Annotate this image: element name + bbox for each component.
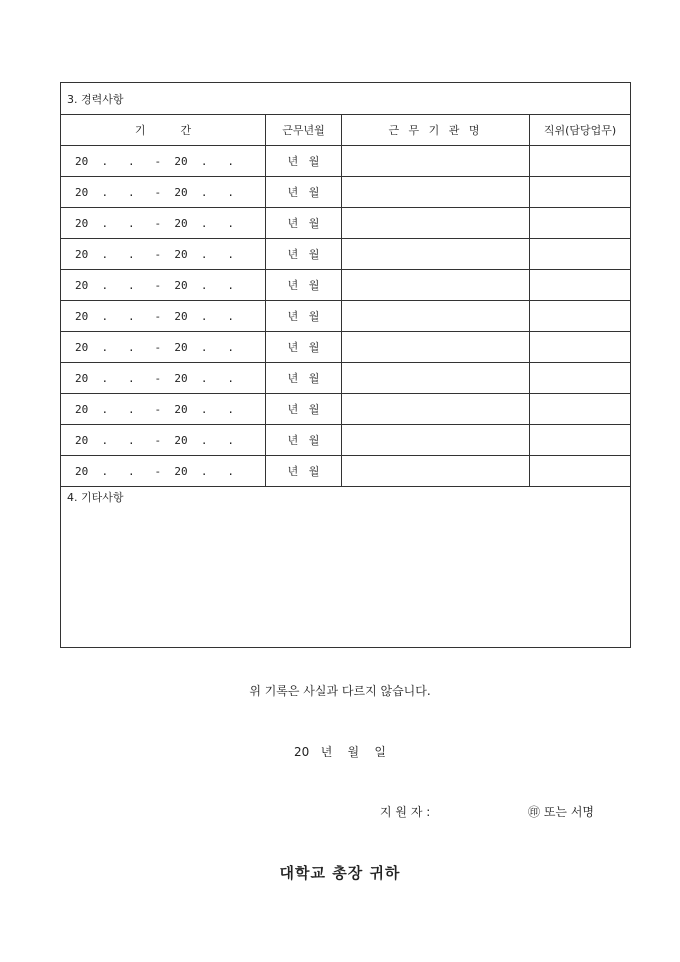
career-row <box>61 270 631 301</box>
org-cell[interactable] <box>342 301 530 332</box>
months-cell: 년 월 <box>266 208 342 239</box>
org-cell[interactable] <box>342 425 530 456</box>
org-cell[interactable] <box>342 239 530 270</box>
position-cell[interactable] <box>530 332 631 363</box>
career-row <box>61 301 631 332</box>
org-cell[interactable] <box>342 208 530 239</box>
career-row <box>61 146 631 177</box>
date-line: 20 년 월 일 <box>293 745 386 759</box>
position-cell[interactable] <box>530 363 631 394</box>
career-row <box>61 456 631 487</box>
position-cell[interactable] <box>530 146 631 177</box>
header-position: 직위(담당업무) <box>530 115 631 146</box>
months-cell: 년 월 <box>266 363 342 394</box>
career-row <box>61 394 631 425</box>
position-cell[interactable] <box>530 425 631 456</box>
career-row <box>61 177 631 208</box>
applicant-label: 지 원 자 : <box>380 805 431 819</box>
position-cell[interactable] <box>530 177 631 208</box>
period-cell: 20 . . - 20 . . <box>61 146 266 177</box>
period-cell: 20 . . - 20 . . <box>61 270 266 301</box>
signature-label: ㊞ 또는 서명 <box>528 805 594 819</box>
position-cell[interactable] <box>530 394 631 425</box>
header-months: 근무년월 <box>266 115 342 146</box>
period-cell: 20 . . - 20 . . <box>61 425 266 456</box>
position-cell[interactable] <box>530 456 631 487</box>
career-row <box>61 208 631 239</box>
period-cell: 20 . . - 20 . . <box>61 177 266 208</box>
months-cell: 년 월 <box>266 425 342 456</box>
months-cell: 년 월 <box>266 332 342 363</box>
period-cell: 20 . . - 20 . . <box>61 208 266 239</box>
declaration-statement: 위 기록은 사실과 다르지 않습니다. <box>249 684 431 698</box>
header-period: 기 간 <box>61 115 266 146</box>
org-cell[interactable] <box>342 456 530 487</box>
period-cell: 20 . . - 20 . . <box>61 332 266 363</box>
months-cell: 년 월 <box>266 270 342 301</box>
months-cell: 년 월 <box>266 239 342 270</box>
header-org: 근 무 기 관 명 <box>342 115 530 146</box>
career-row <box>61 363 631 394</box>
other-section[interactable] <box>61 487 631 648</box>
months-cell: 년 월 <box>266 394 342 425</box>
period-cell: 20 . . - 20 . . <box>61 301 266 332</box>
months-cell: 년 월 <box>266 301 342 332</box>
months-cell: 년 월 <box>266 456 342 487</box>
career-row <box>61 239 631 270</box>
recipient-title: 대학교 총장 귀하 <box>279 864 401 882</box>
months-cell: 년 월 <box>266 177 342 208</box>
career-row <box>61 332 631 363</box>
position-cell[interactable] <box>530 239 631 270</box>
period-cell: 20 . . - 20 . . <box>61 363 266 394</box>
other-section-title: 4. 기타사항 <box>67 491 124 504</box>
position-cell[interactable] <box>530 270 631 301</box>
org-cell[interactable] <box>342 394 530 425</box>
org-cell[interactable] <box>342 332 530 363</box>
position-cell[interactable] <box>530 301 631 332</box>
period-cell: 20 . . - 20 . . <box>61 456 266 487</box>
period-cell: 20 . . - 20 . . <box>61 394 266 425</box>
career-form-table <box>60 82 631 648</box>
career-row <box>61 425 631 456</box>
org-cell[interactable] <box>342 177 530 208</box>
org-cell[interactable] <box>342 363 530 394</box>
period-cell: 20 . . - 20 . . <box>61 239 266 270</box>
org-cell[interactable] <box>342 270 530 301</box>
career-section-title: 3. 경력사항 <box>61 83 631 115</box>
months-cell: 년 월 <box>266 146 342 177</box>
position-cell[interactable] <box>530 208 631 239</box>
org-cell[interactable] <box>342 146 530 177</box>
